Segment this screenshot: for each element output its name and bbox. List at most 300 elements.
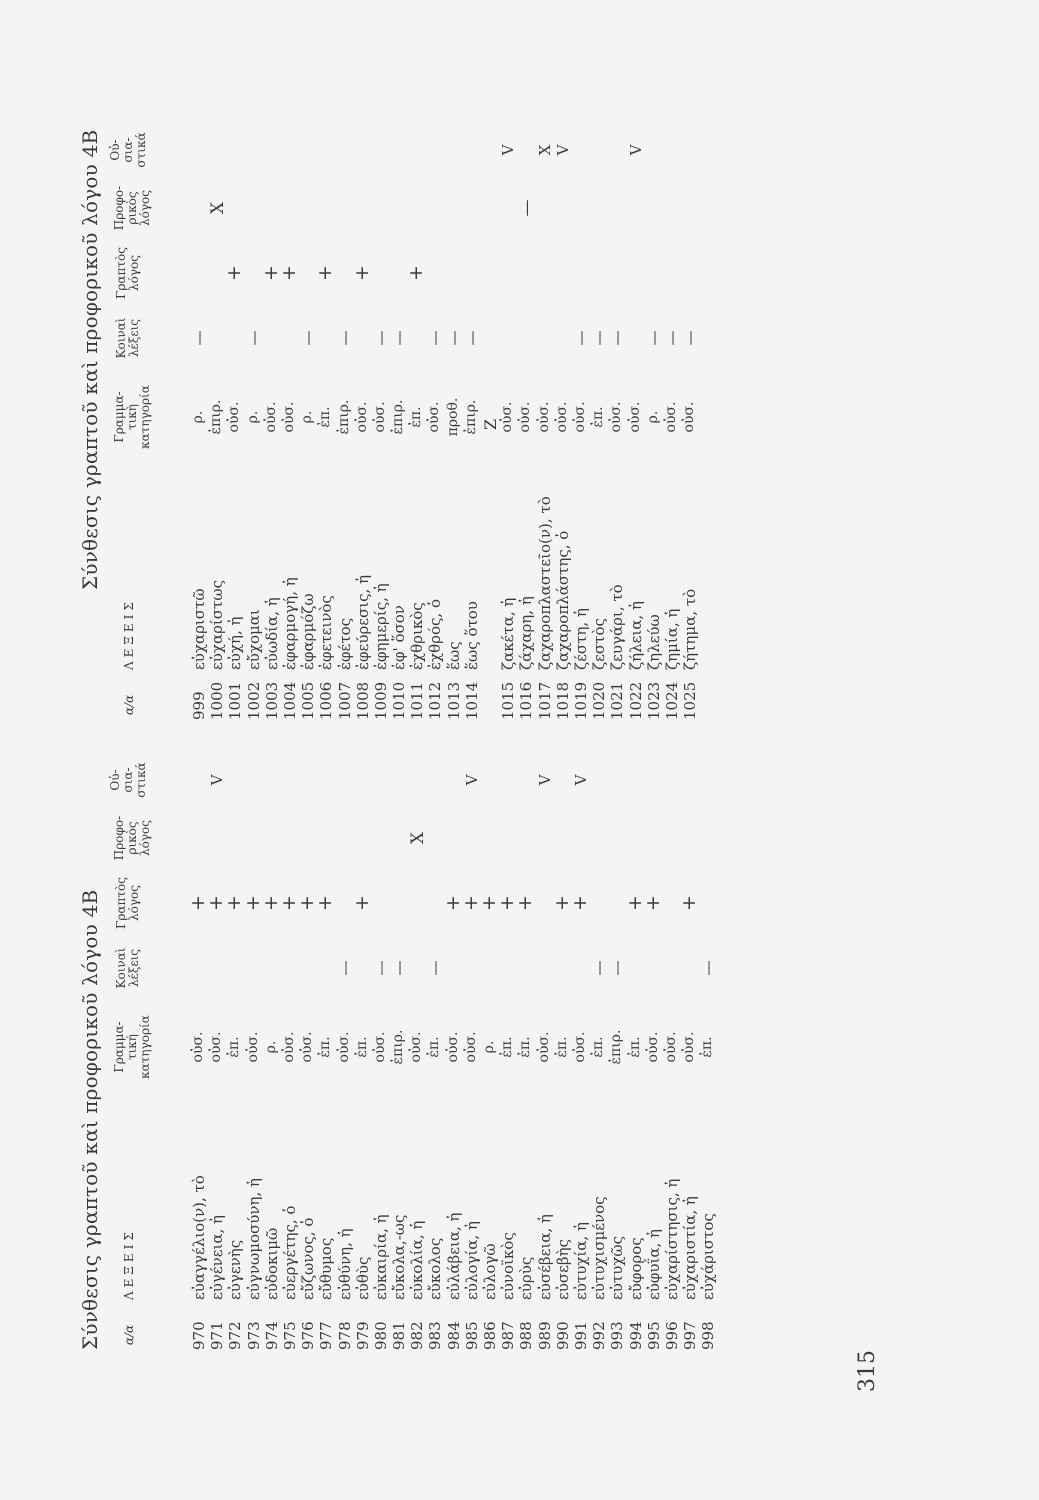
row-written-mark: + — [405, 265, 428, 281]
row-word: ἐφημερίς, ἡ — [371, 583, 390, 670]
row-category: οὐσ. — [335, 1031, 352, 1063]
row-common-mark: — — [371, 960, 390, 976]
row-category: ἐπ. — [317, 1036, 334, 1058]
row-written-mark: + — [277, 265, 300, 281]
row-category: ἐπ. — [353, 1036, 370, 1058]
table-row — [499, 120, 517, 720]
row-category: οὐσ. — [608, 401, 625, 433]
table-row — [536, 750, 554, 1350]
row-word: εὔφορος — [626, 1237, 645, 1300]
row-number: 1017 — [535, 681, 554, 720]
row-category: οὐσ. — [208, 1031, 225, 1063]
row-number: 992 — [590, 1321, 609, 1350]
table-row — [314, 750, 337, 1350]
row-category: οὐσ. — [626, 401, 643, 433]
row-common-mark: — — [426, 960, 445, 976]
row-category: ἐπ. — [699, 1036, 716, 1058]
row-category: οὐσ. — [262, 401, 279, 433]
row-number: 1025 — [681, 681, 700, 720]
row-written-mark: + — [223, 265, 246, 281]
row-category: ἐπ. — [408, 406, 425, 428]
table-row — [336, 750, 354, 1350]
row-common-mark: — — [390, 960, 409, 976]
row-number: 980 — [371, 1321, 390, 1350]
row-number: 997 — [681, 1321, 700, 1350]
table-row — [550, 750, 573, 1350]
row-word: εὐδοκιμῶ — [262, 1227, 281, 1300]
row-category: οὐσ. — [371, 1031, 388, 1063]
row-category: ρ. — [299, 410, 316, 424]
row-number: 1005 — [299, 681, 318, 720]
row-number: 1023 — [644, 681, 663, 720]
left-table-header — [108, 750, 175, 1350]
table-row — [299, 120, 317, 720]
row-number: 1019 — [571, 681, 590, 720]
row-word: εὐγένεια, ἡ — [208, 1214, 227, 1300]
row-number: 970 — [190, 1321, 208, 1350]
row-word: εὔζωνος, ὁ — [299, 1217, 318, 1300]
row-word: ἐφαρμόζω — [299, 593, 318, 670]
row-oral-mark: — — [517, 199, 538, 217]
row-essential-mark: V — [626, 144, 645, 156]
row-number: 981 — [390, 1321, 409, 1350]
row-number: 1003 — [262, 681, 281, 720]
right-title: Σύνθεσις γραπτοῦ καὶ προφορικοῦ λόγου 4Β — [78, 129, 102, 590]
header-essential: Οὐ- σια- στικά — [108, 762, 148, 798]
row-common-mark: — — [644, 330, 663, 346]
row-word: ἐφέτος — [335, 617, 354, 670]
row-written-mark: + — [314, 265, 337, 281]
row-number: 975 — [280, 1321, 299, 1350]
table-row — [478, 750, 500, 1350]
header-common: Κοιναὶ λέξεις — [114, 947, 141, 989]
header-words: ΛΕΞΕΙΣ — [122, 1228, 136, 1300]
row-common-mark: — — [699, 960, 718, 976]
row-written-mark: + — [277, 895, 300, 911]
row-category: οὐσ. — [371, 401, 388, 433]
row-word: εὔκολος — [426, 1237, 445, 1300]
header-written: Γραπτὸς λόγος — [114, 247, 141, 299]
row-category: οὐσ. — [517, 401, 534, 433]
table-row — [463, 120, 481, 720]
row-essential-mark: X — [535, 144, 554, 156]
header-written: Γραπτὸς λόγος — [114, 877, 141, 929]
row-word: ζηλεύω — [644, 614, 663, 670]
row-number: 1016 — [517, 681, 536, 720]
row-word: εὐσεβὴς — [553, 1239, 572, 1300]
row-number: 984 — [444, 1321, 463, 1350]
row-number: 1009 — [371, 681, 390, 720]
row-number: 999 — [190, 691, 208, 720]
table-row — [554, 120, 572, 720]
row-category: οὐσ. — [662, 401, 679, 433]
row-number: 1012 — [426, 681, 445, 720]
row-category: οὐσ. — [426, 401, 443, 433]
header-essential: Οὐ- σια- στικά — [108, 132, 148, 168]
row-word: ζήτημα, τὸ — [681, 588, 700, 670]
row-common-mark: — — [444, 330, 463, 346]
row-number: 977 — [317, 1321, 336, 1350]
row-category: ρ. — [244, 410, 261, 424]
table-row — [187, 750, 209, 1350]
table-row — [405, 120, 428, 720]
row-word: ἕως ὅτου — [462, 601, 481, 670]
row-word: εὐθύνη, ἡ — [335, 1228, 354, 1300]
row-essential-mark: V — [535, 774, 554, 786]
row-word: εὐτυχισμένος — [590, 1196, 609, 1300]
table-row — [572, 120, 590, 720]
row-common-mark: — — [662, 330, 681, 346]
row-word: εὐσέβεια, ἡ — [535, 1214, 554, 1300]
row-word: εὐρὺς — [517, 1256, 536, 1300]
table-row — [259, 750, 282, 1350]
table-row — [259, 120, 282, 720]
table-row — [426, 750, 444, 1350]
section-divider — [481, 120, 499, 720]
row-written-mark: + — [478, 895, 500, 911]
row-category: ἐπ. — [317, 406, 334, 428]
row-number: 979 — [353, 1321, 372, 1350]
row-written-mark: + — [568, 895, 591, 911]
row-word: ἐχθρικὸς — [408, 602, 427, 670]
header-common: Κοιναὶ λέξεις — [114, 317, 141, 359]
row-word: εὐκολία, ἡ — [408, 1220, 427, 1300]
row-word: εὐλογία, ἡ — [462, 1221, 481, 1300]
row-number: 1010 — [390, 681, 409, 720]
table-row — [336, 120, 354, 720]
row-word: εὐχαρίστησις, ἡ — [662, 1178, 681, 1300]
header-words: ΛΕΞΕΙΣ — [122, 598, 136, 670]
row-category: ρ. — [190, 410, 206, 424]
row-number: 990 — [553, 1321, 572, 1350]
table-row — [536, 120, 554, 720]
row-number: 987 — [499, 1321, 518, 1350]
section-letter: Ζ — [481, 418, 500, 430]
row-category: οὐσ. — [662, 1031, 679, 1063]
row-written-mark: + — [441, 895, 464, 911]
row-number: 1022 — [626, 681, 645, 720]
right-table-body — [190, 120, 699, 720]
table-row — [190, 120, 208, 720]
row-category: ἐπ. — [590, 1036, 607, 1058]
row-written-mark: + — [259, 265, 282, 281]
row-oral-mark: X — [408, 831, 429, 845]
header-category: Γραμμα- τική κατηγορία — [112, 1015, 152, 1079]
table-row — [459, 750, 482, 1350]
row-word: εὐγνωμοσύνη, ἡ — [244, 1178, 263, 1300]
table-row — [681, 120, 699, 720]
row-common-mark: — — [390, 330, 409, 346]
row-written-mark: + — [350, 265, 373, 281]
row-word: ζακέτα, ἡ — [499, 597, 518, 670]
table-row — [277, 750, 300, 1350]
row-word: εὐκαιρία, ἡ — [371, 1214, 390, 1300]
row-word: εὔκολα,-ως — [390, 1214, 409, 1300]
table-row — [441, 750, 464, 1350]
row-category: ἐπιρ. — [208, 399, 225, 435]
table-row — [372, 120, 390, 720]
row-word: ἐφαρμογή, ἡ — [280, 577, 299, 670]
row-category: οὐσ. — [644, 1031, 661, 1063]
row-category: ἐπιρ. — [462, 399, 479, 435]
row-number: 1002 — [244, 681, 263, 720]
table-row — [245, 120, 263, 720]
row-number: 973 — [244, 1321, 263, 1350]
table-row — [314, 120, 337, 720]
table-row — [641, 750, 664, 1350]
row-category: ἐπ. — [499, 1036, 516, 1058]
row-number: 983 — [426, 1321, 445, 1350]
table-row — [350, 750, 373, 1350]
row-category: ἐπ. — [553, 1036, 570, 1058]
row-common-mark: — — [590, 330, 609, 346]
row-number: 1024 — [662, 681, 681, 720]
row-written-mark: + — [678, 895, 701, 911]
row-category: οὐσ. — [499, 401, 516, 433]
row-essential-mark: V — [208, 774, 227, 786]
row-category: οὐσ. — [353, 401, 370, 433]
table-row — [445, 120, 463, 720]
left-table-section — [0, 750, 1039, 1350]
row-word: εὐφυΐα, ἡ — [644, 1228, 663, 1300]
table-row — [277, 120, 300, 720]
row-category: οὐσ. — [535, 1031, 552, 1063]
row-category: ἐπιρ. — [608, 1029, 625, 1065]
row-written-mark: + — [223, 895, 246, 911]
row-essential-mark: V — [462, 774, 481, 786]
row-category: ρ. — [481, 1040, 497, 1054]
row-number: 1001 — [226, 681, 245, 720]
table-row — [223, 750, 246, 1350]
table-row — [645, 120, 663, 720]
row-written-mark: + — [350, 895, 373, 911]
row-written-mark: + — [314, 895, 337, 911]
row-number: 995 — [644, 1321, 663, 1350]
row-word: ζήλεια, ἡ — [626, 601, 645, 670]
row-written-mark: + — [241, 895, 264, 911]
row-category: οὐσ. — [299, 1031, 316, 1063]
row-category: οὐσ. — [535, 401, 552, 433]
table-row — [208, 120, 229, 720]
row-common-mark: — — [299, 330, 318, 346]
row-common-mark: — — [190, 330, 208, 346]
row-number: 1011 — [408, 681, 427, 720]
row-word: εὔθυμος — [317, 1237, 336, 1300]
row-word: ζεστὸς — [590, 618, 609, 670]
row-number: 998 — [699, 1321, 718, 1350]
row-number: 985 — [462, 1321, 481, 1350]
row-common-mark: — — [462, 330, 481, 346]
row-written-mark: + — [550, 895, 573, 911]
row-word: ζαχαροπλαστεῖο(ν), τὸ — [535, 496, 554, 670]
right-table-section — [0, 120, 1039, 720]
row-number: 1021 — [608, 681, 627, 720]
row-word: εὐωδία, ἡ — [262, 597, 281, 670]
row-category: οὐσ. — [571, 1031, 588, 1063]
row-essential-mark: V — [553, 144, 572, 156]
row-number: 1007 — [335, 681, 354, 720]
row-word: ζέστη, ἡ — [571, 608, 590, 670]
row-number: 991 — [571, 1321, 590, 1350]
row-number: 1013 — [444, 681, 463, 720]
row-category: ἐπ. — [426, 1036, 443, 1058]
table-row — [241, 750, 264, 1350]
row-word: ἐφετεινὸς — [317, 595, 336, 670]
row-number: 989 — [535, 1321, 554, 1350]
row-word: εὐχάριστος — [699, 1213, 718, 1300]
table-row — [678, 750, 701, 1350]
row-common-mark: — — [571, 330, 590, 346]
row-common-mark: — — [335, 960, 354, 976]
header-num: α/α — [122, 694, 136, 716]
table-row — [517, 120, 538, 720]
row-written-mark: + — [641, 895, 664, 911]
table-row — [608, 750, 626, 1350]
row-word: ζημία, ἡ — [662, 608, 681, 670]
table-row — [568, 750, 591, 1350]
row-number: 1014 — [462, 681, 481, 720]
row-word: ἐχθρός, ὁ — [426, 599, 445, 670]
row-number: 1000 — [208, 681, 227, 720]
row-number: 993 — [608, 1321, 627, 1350]
row-category: ρ. — [262, 1040, 279, 1054]
row-oral-mark: X — [208, 201, 229, 215]
table-row — [205, 750, 228, 1350]
row-written-mark: + — [514, 895, 537, 911]
row-number: 988 — [517, 1321, 536, 1350]
header-oral: Προφο- ρικὸς λόγος — [112, 815, 152, 861]
table-row — [408, 750, 429, 1350]
row-written-mark: + — [187, 895, 209, 911]
row-category: ἐπιρ. — [390, 399, 407, 435]
row-common-mark: — — [426, 330, 445, 346]
row-essential-mark: V — [571, 774, 590, 786]
row-number: 1020 — [590, 681, 609, 720]
table-row — [372, 750, 390, 1350]
row-number: 974 — [262, 1321, 281, 1350]
table-row — [514, 750, 537, 1350]
row-word: ἐφ' ὅσον — [390, 605, 409, 670]
row-category: οὐσ. — [681, 1031, 698, 1063]
table-row — [623, 750, 646, 1350]
table-row — [590, 750, 608, 1350]
header-oral: Προφο- ρικὸς λόγος — [112, 185, 152, 231]
page-number: 315 — [855, 1350, 880, 1392]
row-word: εὐχαριστῶ — [190, 588, 208, 670]
row-essential-mark: V — [499, 144, 518, 156]
row-word: ζάχαρη, ἡ — [517, 596, 536, 670]
row-category: ἐπ. — [590, 406, 607, 428]
row-word: εὐχαρίστως — [208, 580, 227, 670]
row-written-mark: + — [496, 895, 519, 911]
table-row — [608, 120, 626, 720]
row-number: 994 — [626, 1321, 645, 1350]
table-row — [496, 750, 519, 1350]
row-word: εὐθὺς — [353, 1256, 372, 1300]
header-num: α/α — [122, 1324, 136, 1346]
table-row — [223, 120, 246, 720]
right-table-header — [108, 120, 175, 720]
row-number: 1008 — [353, 681, 372, 720]
row-number: 1006 — [317, 681, 336, 720]
row-written-mark: + — [296, 895, 319, 911]
row-word: εὐτυχῶς — [608, 1235, 627, 1300]
row-number: 1015 — [499, 681, 518, 720]
row-category: οὐσ. — [444, 1031, 461, 1063]
row-category: οὐσ. — [244, 1031, 261, 1063]
row-common-mark: — — [335, 330, 354, 346]
row-category: οὐσ. — [190, 1031, 206, 1063]
row-number: 978 — [335, 1321, 354, 1350]
row-word: εὐγενὴς — [226, 1239, 245, 1300]
row-number: 971 — [208, 1321, 227, 1350]
table-row — [699, 750, 717, 1350]
row-common-mark: — — [608, 330, 627, 346]
left-title: Σύνθεσις γραπτοῦ καὶ προφορικοῦ λόγου 4Β — [78, 889, 102, 1350]
row-word: εὐαγγέλιο(ν), τὸ — [190, 1175, 208, 1300]
row-category: οὐσ. — [571, 401, 588, 433]
table-row — [350, 120, 373, 720]
row-word: εὐλάβεια, ἡ — [444, 1212, 463, 1300]
row-common-mark: — — [681, 330, 700, 346]
row-category: προθ. — [444, 397, 461, 437]
table-row — [663, 750, 681, 1350]
row-word: εὐλογῶ — [481, 1243, 499, 1300]
header-category: Γραμμα- τικὴ κατηγορία — [112, 385, 152, 449]
row-category: ἐπ. — [626, 1036, 643, 1058]
row-category: οὐσ. — [280, 401, 297, 433]
row-word: ἐφεύρεσις, ἡ — [353, 574, 372, 670]
row-category: ἐπιρ. — [390, 1029, 407, 1065]
row-number: 1004 — [280, 681, 299, 720]
row-category: ἐπιρ. — [335, 399, 352, 435]
row-category: οὐσ. — [280, 1031, 297, 1063]
row-number: 986 — [481, 1321, 499, 1350]
row-category: οὐσ. — [553, 401, 570, 433]
table-row — [390, 120, 408, 720]
row-word: εὐχή, ἡ — [226, 616, 245, 670]
row-written-mark: + — [459, 895, 482, 911]
table-row — [296, 750, 319, 1350]
row-word: ἕως — [444, 641, 463, 670]
row-category: ἐπ. — [226, 1036, 243, 1058]
row-category: ἐπ. — [517, 1036, 534, 1058]
row-category: οὐσ. — [226, 401, 243, 433]
table-row — [426, 120, 444, 720]
row-number: 996 — [662, 1321, 681, 1350]
row-common-mark: — — [608, 960, 627, 976]
row-common-mark: — — [244, 330, 263, 346]
table-row — [390, 750, 408, 1350]
row-number: 982 — [408, 1321, 427, 1350]
row-word: ζαχαροπλάστης, ὁ — [553, 530, 572, 670]
row-word: εὐχαριστία, ἡ — [681, 1196, 700, 1300]
row-category: οὐσ. — [681, 401, 698, 433]
row-category: οὐσ. — [462, 1031, 479, 1063]
row-word: εὐνοϊκὸς — [499, 1232, 518, 1300]
row-number: 976 — [299, 1321, 318, 1350]
row-category: ρ. — [644, 410, 661, 424]
row-word: εὐεργέτης, ὁ — [280, 1205, 299, 1300]
row-written-mark: + — [623, 895, 646, 911]
left-table-body — [187, 750, 718, 1350]
row-number: 1018 — [553, 681, 572, 720]
row-common-mark: — — [590, 960, 609, 976]
row-word: εὔχομαι — [244, 609, 263, 670]
row-word: εὐτυχία, ἡ — [571, 1222, 590, 1300]
row-word: ζευγάρι, τὸ — [608, 584, 627, 670]
row-written-mark: + — [205, 895, 228, 911]
